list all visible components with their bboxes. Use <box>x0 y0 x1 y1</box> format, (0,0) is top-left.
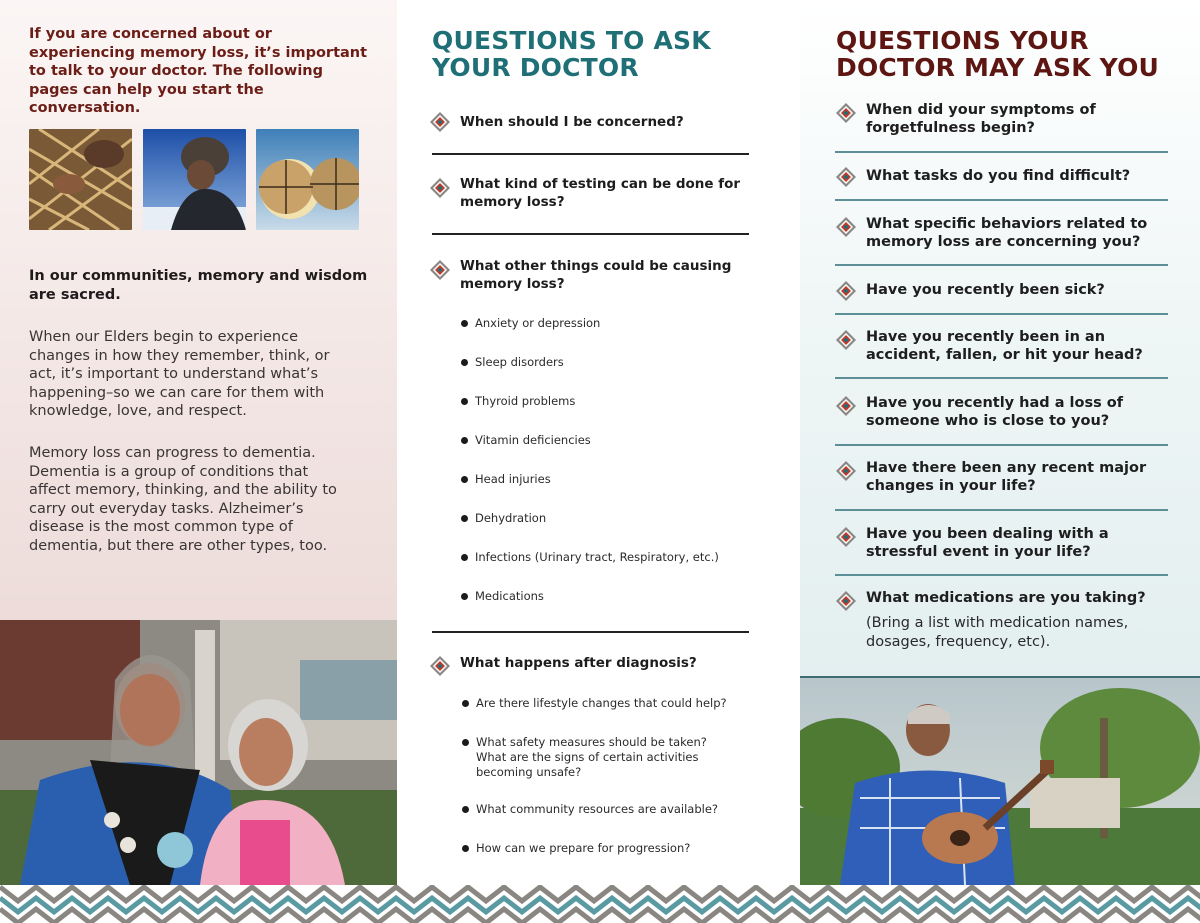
heading-line: DOCTOR MAY ASK YOU <box>836 53 1160 82</box>
after-item <box>476 735 738 780</box>
cause-text: Thyroid problems <box>475 394 576 408</box>
diamond-pattern-icon <box>836 461 856 481</box>
bullet-dot <box>461 359 468 366</box>
divider <box>835 199 1168 201</box>
diamond-pattern-icon <box>430 112 450 132</box>
after-item <box>476 696 756 711</box>
diamond-pattern-icon <box>836 103 856 123</box>
question-testing <box>460 176 740 211</box>
question-stressful-event: Have you been dealing with a stressful event in your life? <box>866 526 1109 560</box>
question-when-concerned: When should I be concerned? <box>460 114 684 130</box>
cause-text: Anxiety or depression <box>475 316 601 330</box>
dementia-paragraph: Memory loss can progress to dementia. Dementia is a group of conditions that affect memory, thinking, and the ability to carry out everyday tasks. Alzheimer’s disease is the most common type of dementia, but there are other types, too. <box>29 445 337 554</box>
heading-line: QUESTIONS TO ASK <box>432 26 711 55</box>
divider <box>432 631 749 633</box>
diamond-pattern-icon <box>836 217 856 237</box>
question-line: What kind of testing can be done for <box>460 176 741 192</box>
right-panel <box>800 0 1200 885</box>
question-major-changes: Have there been any recent major changes in your life? <box>866 460 1147 494</box>
cause-text: Vitamin deficiencies <box>475 433 591 447</box>
bullet-dot <box>461 593 468 600</box>
cause-item <box>475 316 600 331</box>
basket-weaving-photo <box>29 129 132 230</box>
question-loss-of-someone: Have you recently had a loss of someone who is close to you? <box>866 395 1124 429</box>
after-text: What safety measures should be taken? What are the signs of certain activities becoming unsafe? <box>476 735 707 779</box>
bullet-dot <box>462 700 469 707</box>
bullet-dot <box>461 476 468 483</box>
cause-text: Head injuries <box>475 472 551 486</box>
divider <box>432 233 749 235</box>
cause-item <box>475 433 591 448</box>
cause-item <box>475 394 575 409</box>
divider <box>835 313 1168 315</box>
question-after-diagnosis: What happens after diagnosis? <box>460 655 697 671</box>
after-text: Are there lifestyle changes that could help? <box>476 696 727 710</box>
bullet-dot <box>462 739 469 746</box>
after-item <box>476 802 756 817</box>
diamond-pattern-icon <box>836 281 856 301</box>
diamond-pattern-icon <box>836 396 856 416</box>
cause-text: Infections (Urinary tract, Respiratory, etc.) <box>475 550 719 564</box>
divider <box>835 444 1168 446</box>
bullet-dot <box>461 437 468 444</box>
diamond-pattern-icon <box>430 260 450 280</box>
elder-ukulele-photo <box>800 678 1200 885</box>
divider <box>835 151 1168 153</box>
elder-couple-photo <box>0 620 397 885</box>
cause-text: Dehydration <box>475 511 547 525</box>
left-panel <box>0 0 397 885</box>
question-difficult-tasks: What tasks do you find difficult? <box>866 168 1131 184</box>
communities-tagline: In our communities, memory and wisdom are sacred. <box>29 268 368 303</box>
question-accident: Have you recently been in an accident, fallen, or hit your head? <box>866 329 1143 363</box>
after-text: How can we prepare for progression? <box>476 841 691 855</box>
question-concerning-behaviors: What specific behaviors related to memory loss are concerning you? <box>866 216 1148 250</box>
divider <box>835 264 1168 266</box>
divider <box>432 153 749 155</box>
question-recently-sick: Have you recently been sick? <box>866 282 1105 298</box>
divider <box>835 377 1168 379</box>
bullet-dot <box>461 515 468 522</box>
elder-winter-hat-photo <box>143 129 246 230</box>
bullet-dot <box>461 554 468 561</box>
cause-text: Sleep disorders <box>475 355 564 369</box>
diamond-pattern-icon <box>836 527 856 547</box>
divider <box>835 574 1168 576</box>
diamond-pattern-icon <box>836 167 856 187</box>
diamond-pattern-icon <box>836 591 856 611</box>
question-line: memory loss? <box>460 193 565 210</box>
diamond-pattern-icon <box>430 178 450 198</box>
zigzag-border-pattern <box>0 885 1200 923</box>
heading-line: QUESTIONS YOUR <box>836 26 1089 55</box>
elders-paragraph: When our Elders begin to experience changes in how they remember, think, or act, it’s important to understand what’s happening–so we can care for them with knowledge, love, and respect. <box>29 329 330 419</box>
after-item <box>476 841 756 856</box>
cause-item <box>475 355 564 370</box>
bullet-dot <box>461 320 468 327</box>
questions-to-ask-heading <box>432 27 711 81</box>
bullet-dot <box>461 398 468 405</box>
diamond-pattern-icon <box>430 656 450 676</box>
medication-list-note: (Bring a list with medication names, dosages, frequency, etc). <box>866 615 1129 650</box>
middle-panel <box>397 0 800 885</box>
heading-line: YOUR DOCTOR <box>432 53 639 82</box>
zigzag-pattern-graphic <box>0 885 1200 923</box>
bullet-dot <box>462 845 469 852</box>
question-other-causes <box>460 258 731 293</box>
after-text: What community resources are available? <box>476 802 719 816</box>
intro-text: If you are concerned about or experiencing memory loss, it’s important to talk to your doctor. The following pages can help you start the conversation. <box>29 26 368 116</box>
hand-drums-photo <box>256 129 359 230</box>
questions-doctor-may-ask-heading <box>836 27 1186 81</box>
divider <box>835 509 1168 511</box>
question-line: What other things could be causing <box>460 258 732 274</box>
cause-item <box>475 472 551 487</box>
bullet-dot <box>462 806 469 813</box>
diamond-pattern-icon <box>836 330 856 350</box>
cause-text: Medications <box>475 589 544 603</box>
question-medications: What medications are you taking? <box>866 590 1146 606</box>
question-symptoms-begin: When did your symptoms of forgetfulness begin? <box>866 102 1096 136</box>
cause-item <box>475 589 544 604</box>
question-line: memory loss? <box>460 275 565 292</box>
cause-item <box>475 511 546 526</box>
cause-item <box>475 550 719 565</box>
